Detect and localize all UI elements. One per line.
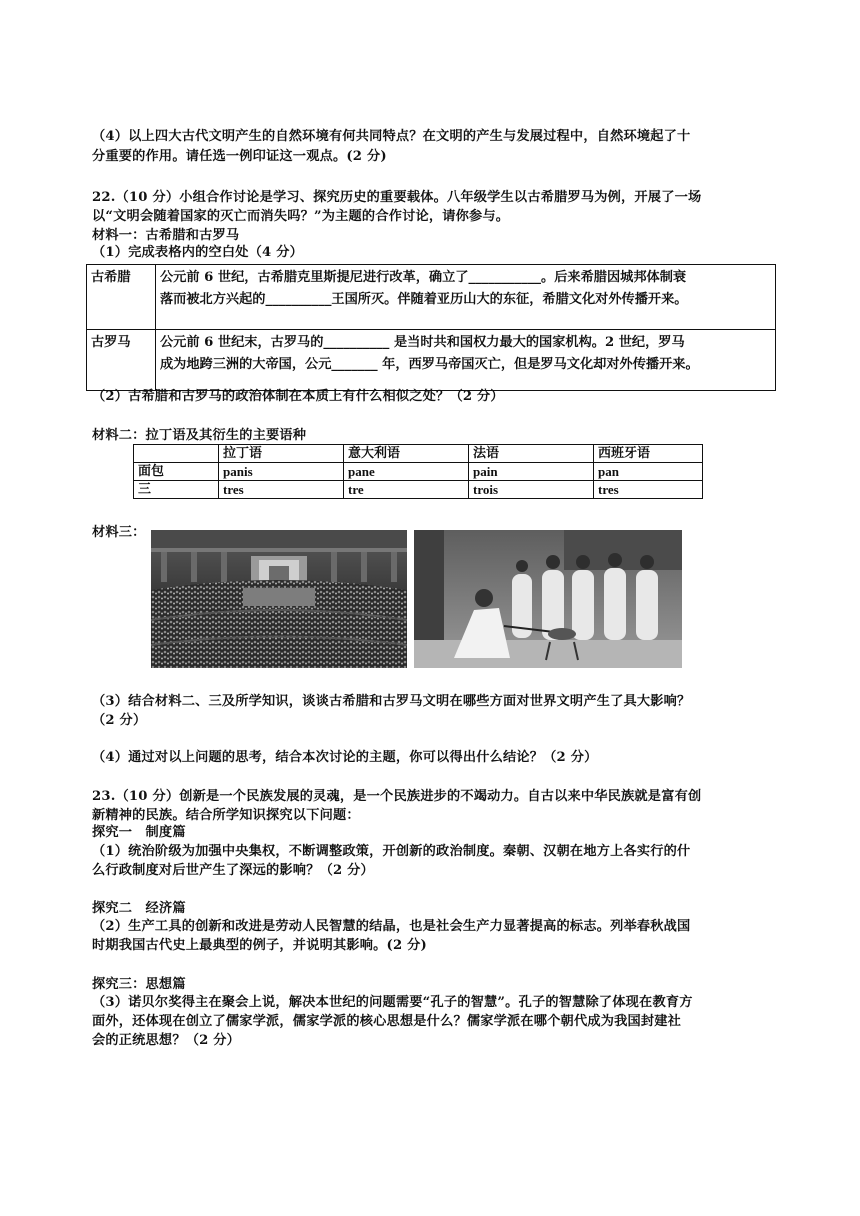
congress-chamber-photo: [151, 530, 407, 668]
table-row: [87, 330, 776, 391]
table-cell: 三: [134, 481, 219, 499]
olympic-flame-ceremony-photo: [414, 530, 682, 668]
table-cell: tres: [594, 481, 703, 499]
q23-2-line1: （2）生产工具的创新和改进是劳动人民智慧的结晶，也是社会生产力显著提高的标志。列举春秋战国: [92, 919, 691, 934]
row-label-greece: 古希腊: [87, 265, 156, 330]
q22-intro-line1: 22.（10 分）小组合作讨论是学习、探究历史的重要载体。八年级学生以古希腊罗马为例，开展了一场: [92, 190, 702, 205]
header-cell: 西班牙语: [594, 445, 703, 463]
table-header-row: [134, 445, 703, 463]
q23-1-line1: （1）统治阶级为加强中央集权，不断调整政策，开创新的政治制度。秦朝、汉朝在地方上各实行的什: [92, 844, 691, 859]
q23-3-line3: 会的正统思想？（2 分）: [92, 1033, 241, 1048]
table-cell: tres: [219, 481, 344, 499]
explore2-heading: 探究二 经济篇: [92, 901, 186, 916]
header-cell: 法语: [469, 445, 594, 463]
material1-heading: 材料一：古希腊和古罗马: [92, 228, 240, 243]
q21-4-line2: 分重要的作用。请任选一例印证这一观点。(2 分): [92, 149, 387, 164]
material3-heading: 材料三：: [92, 525, 146, 540]
table-cell: pain: [469, 463, 594, 481]
q22-3-line1: （3）结合材料二、三及所学知识，谈谈古希腊和古罗马文明在哪些方面对世界文明产生了具大影响？: [92, 694, 691, 709]
table-cell: trois: [469, 481, 594, 499]
table-row: [87, 265, 776, 330]
q23-1-line2: 么行政制度对后世产生了深远的影响？（2 分）: [92, 863, 374, 878]
header-cell: 拉丁语: [219, 445, 344, 463]
material2-heading: 材料二：拉丁语及其衍生的主要语种: [92, 428, 307, 443]
table-row: [134, 481, 703, 499]
table-row: [134, 463, 703, 481]
rome-text-line2: 成为地跨三洲的大帝国，公元_______ 年，西罗马帝国灭亡，但是罗马文化却对外传播开来。: [160, 357, 699, 372]
q22-4-prompt: （4）通过对以上问题的思考，结合本次讨论的主题，你可以得出什么结论？（2 分）: [92, 750, 598, 765]
explore1-heading: 探究一 制度篇: [92, 825, 186, 840]
header-cell: 意大利语: [344, 445, 469, 463]
q23-2-line2: 时期我国古代史上最典型的例子，并说明其影响。(2 分): [92, 938, 427, 953]
q22-intro-line2: 以“文明会随着国家的灭亡而消失吗？”为主题的合作讨论，请你参与。: [92, 209, 510, 224]
table-cell: pan: [594, 463, 703, 481]
q23-3-line1: （3）诺贝尔奖得主在聚会上说，解决本世纪的问题需要“孔子的智慧”。孔子的智慧除了体现在教育方: [92, 995, 693, 1010]
rome-text-line1: 公元前 6 世纪末，古罗马的__________ 是当时共和国权力最大的国家机构。2 世纪，罗马: [160, 335, 685, 350]
q22-3-line2: （2 分）: [92, 713, 147, 728]
greece-cell: [156, 265, 776, 330]
q23-intro-line2: 新精神的民族。结合所学知识探究以下问题：: [92, 808, 360, 823]
table-cell: panis: [219, 463, 344, 481]
q23-intro-line1: 23.（10 分）创新是一个民族发展的灵魂，是一个民族进步的不竭动力。自古以来中华民族就是富有创: [92, 789, 702, 804]
table-cell: 面包: [134, 463, 219, 481]
explore3-heading: 探究三：思想篇: [92, 977, 186, 992]
table-cell: pane: [344, 463, 469, 481]
q23-3-line2: 面外，还体现在创立了儒家学派，儒家学派的核心思想是什么？儒家学派在哪个朝代成为我国封建社: [92, 1014, 682, 1029]
header-cell: [134, 445, 219, 463]
q22-1-prompt: （1）完成表格内的空白处（4 分）: [92, 245, 303, 260]
rome-cell: [156, 330, 776, 391]
latin-languages-table: [133, 444, 703, 499]
greece-text-line2: 落而被北方兴起的__________王国所灭。伴随着亚历山大的东征，希腊文化对外传播开来。: [160, 292, 688, 307]
q21-4-line1: （4）以上四大古代文明产生的自然环境有何共同特点？在文明的产生与发展过程中，自然环境起了十: [92, 129, 691, 144]
row-label-rome: 古罗马: [87, 330, 156, 391]
q22-2-prompt: （2）古希腊和古罗马的政治体制在本质上有什么相似之处？（2 分）: [92, 389, 504, 404]
greece-text-line1: 公元前 6 世纪，古希腊克里斯提尼进行改革，确立了___________。后来希腊因城邦体制衰: [160, 270, 687, 285]
table-cell: tre: [344, 481, 469, 499]
greece-rome-table: [86, 264, 776, 391]
